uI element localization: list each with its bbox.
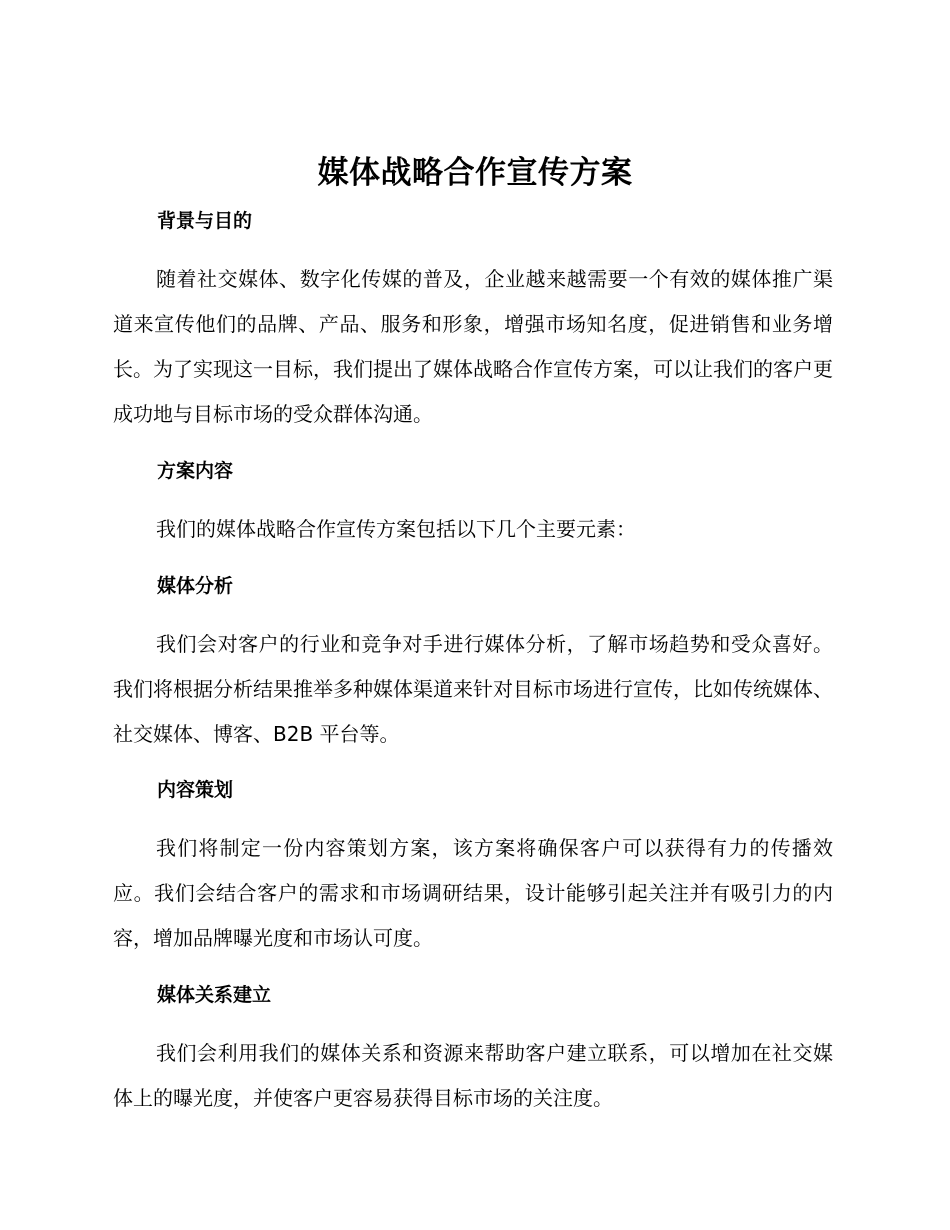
section-paragraph-background: 随着社交媒体、数字化传媒的普及，企业越来越需要一个有效的媒体推广渠道来宣传他们的品牌、产品、服务和形象，增强市场知名度，促进销售和业务增长。为了实现这一目标，我们提出了媒体战略合作宣传方案，可以让我们的客户更成功地与目标市场的受众群体沟通。: [113, 267, 833, 426]
section-paragraph-plan-content: 我们的媒体战略合作宣传方案包括以下几个主要元素：: [156, 517, 636, 541]
section-heading-media-relations: 媒体关系建立: [157, 984, 272, 1006]
section-heading-media-analysis: 媒体分析: [157, 575, 234, 597]
section-heading-background: 背景与目的: [157, 210, 253, 232]
section-heading-content-planning: 内容策划: [157, 779, 234, 801]
section-paragraph-content-planning: 我们将制定一份内容策划方案，该方案将确保客户可以获得有力的传播效应。我们会结合客户的需求和市场调研结果，设计能够引起关注并有吸引力的内容，增加品牌曝光度和市场认可度。: [113, 836, 833, 950]
document-title: 媒体战略合作宣传方案: [317, 155, 633, 191]
section-paragraph-media-relations: 我们会利用我们的媒体关系和资源来帮助客户建立联系，可以增加在社交媒体上的曝光度，并使客户更容易获得目标市场的关注度。: [113, 1041, 833, 1110]
section-heading-plan-content: 方案内容: [157, 460, 234, 482]
section-paragraph-media-analysis: 我们会对客户的行业和竞争对手进行媒体分析，了解市场趋势和受众喜好。我们将根据分析结果推举多种媒体渠道来针对目标市场进行宣传，比如传统媒体、社交媒体、博客、B2B 平台等。: [113, 632, 833, 746]
